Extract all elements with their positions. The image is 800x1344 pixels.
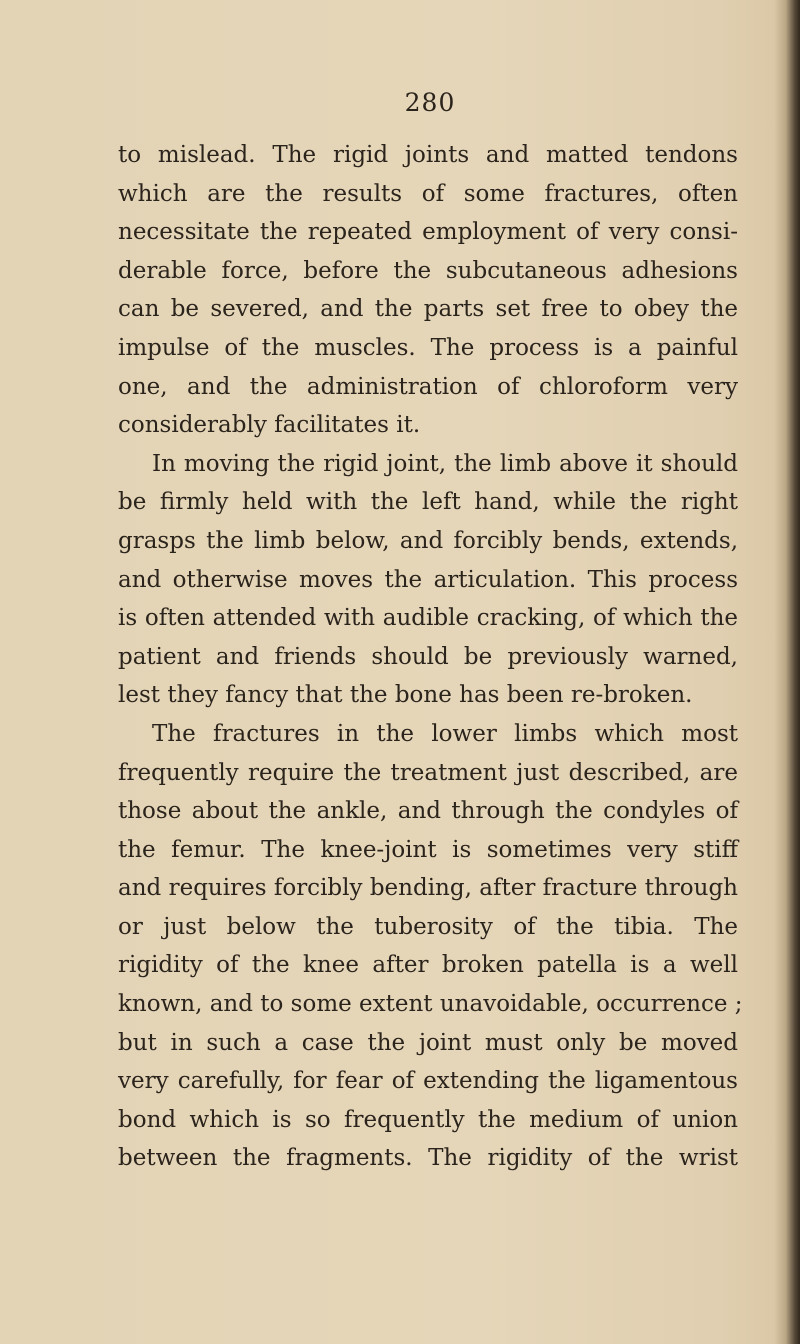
text-line: but in such a case the joint must only be moved (118, 1029, 738, 1056)
text-line: the femur. The knee-joint is sometimes very stiff (118, 836, 738, 863)
text-line: which are the results of some fractures, often (118, 180, 738, 207)
text-line: to mislead. The rigid joints and matted tendons (118, 142, 738, 168)
text-line: bond which is so frequently the medium of union (118, 1106, 738, 1133)
text-line: patient and friends should be previously warned, (118, 643, 738, 670)
text-line: known, and to some extent unavoidable, occurrence ; (118, 991, 743, 1018)
page-number: 280 (404, 88, 456, 117)
text-line: grasps the limb below, and forcibly bends, extends, (118, 527, 738, 554)
text-line: very carefully, for fear of extending the ligamentous (118, 1068, 738, 1095)
text-line: lest they fancy that the bone has been re-broken. (118, 682, 693, 709)
text-line: those about the ankle, and through the condyles of (118, 798, 738, 825)
text-line: In moving the rigid joint, the limb above it should (152, 450, 738, 477)
text-line: between the fragments. The rigidity of the wrist (118, 1145, 738, 1172)
text-line: impulse of the muscles. The process is a painful (118, 334, 738, 361)
text-line: and otherwise moves the articulation. This process (118, 566, 738, 593)
text-line: can be severed, and the parts set free to obey the (118, 296, 738, 323)
text-line: necessitate the repeated employment of very consi- (118, 219, 738, 246)
text-line: be firmly held with the left hand, while the right (118, 489, 738, 516)
text-line: derable force, before the subcutaneous adhesions (118, 257, 738, 284)
text-line: rigidity of the knee after broken patella is a well (118, 952, 738, 979)
text-line: frequently require the treatment just described, are (118, 759, 738, 786)
text-line: The fractures in the lower limbs which most (152, 720, 738, 747)
text-line: considerably facilitates it. (118, 412, 421, 439)
page-edge-shadow (774, 0, 800, 1344)
body-text (118, 136, 743, 1178)
text-line: or just below the tuberosity of the tibia. The (118, 913, 738, 940)
text-line: is often attended with audible cracking, of which the (118, 605, 738, 632)
text-line: one, and the administration of chloroform very (118, 373, 738, 400)
text-line: and requires forcibly bending, after fracture through (118, 875, 738, 902)
